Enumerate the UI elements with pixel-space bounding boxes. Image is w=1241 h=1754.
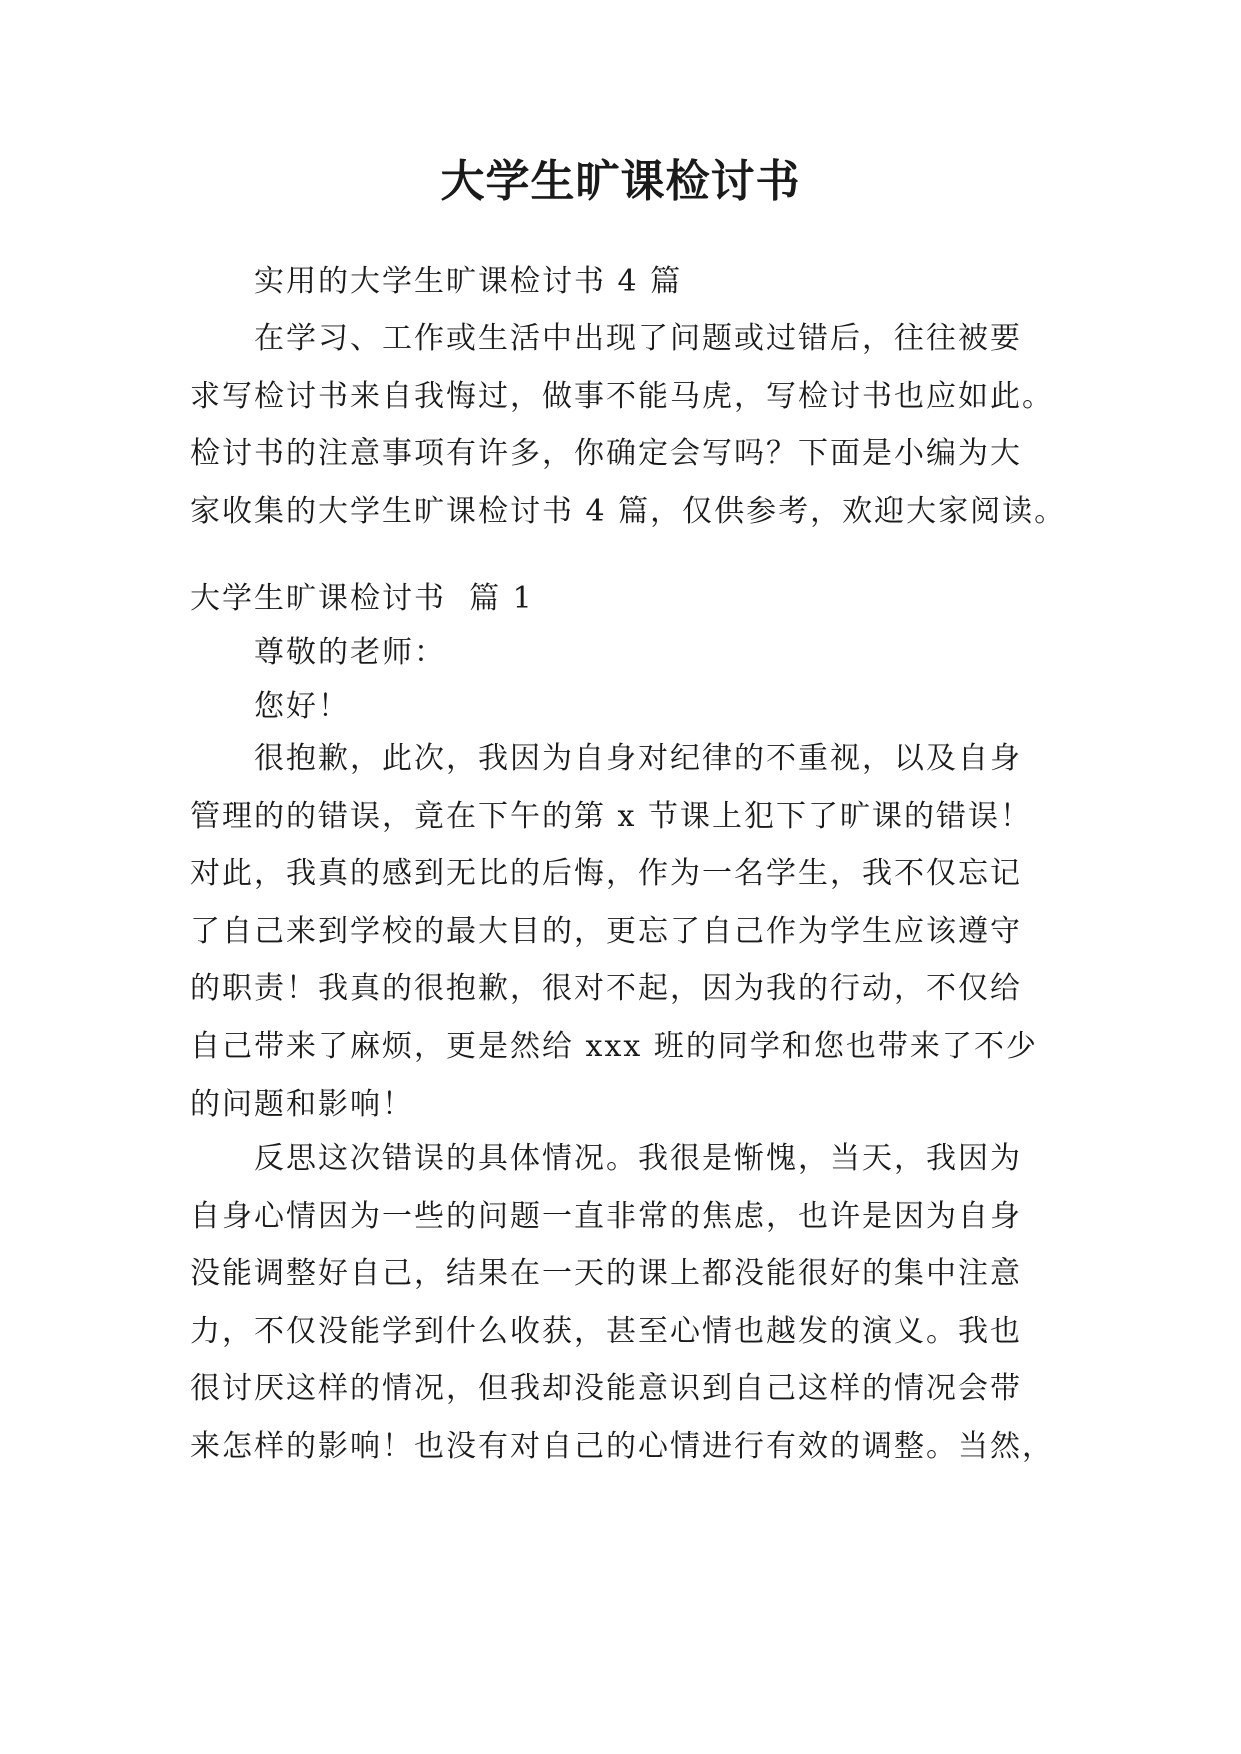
document-title: 大学生旷课检讨书 xyxy=(440,156,801,207)
body-paragraph-2 xyxy=(190,1130,1052,1476)
salutation-block xyxy=(190,624,1052,682)
paragraph-line: 自己带来了麻烦，更是然给 xxx 班的同学和您也带来了不少 xyxy=(190,1028,1038,1064)
paragraph-line: 没能调整好自己，结果在一天的课上都没能很好的集中注意 xyxy=(190,1256,1022,1292)
paragraph-line: 管理的的错误，竟在下午的第 x 节课上犯下了旷课的错误！ xyxy=(190,798,1032,834)
paragraph-line: 对此，我真的感到无比的后悔，作为一名学生，我不仅忘记 xyxy=(190,856,1022,892)
document-subtitle: 实用的大学生旷课检讨书 4 篇 xyxy=(254,264,683,299)
intro-line: 求写检讨书来自我悔过，做事不能马虎，写检讨书也应如此。 xyxy=(190,378,1054,414)
greeting: 您好！ xyxy=(254,689,350,724)
intro-line: 在学习、工作或生活中出现了问题或过错后，往往被要 xyxy=(254,321,1022,356)
paragraph-line: 力，不仅没能学到什么收获，甚至心情也越发的演义。我也 xyxy=(190,1313,1022,1349)
paragraph-line: 反思这次错误的具体情况。我很是惭愧，当天，我因为 xyxy=(254,1141,1022,1176)
intro-line: 检讨书的注意事项有许多，你确定会写吗？下面是小编为大 xyxy=(190,436,1022,472)
paragraph-line: 自身心情因为一些的问题一直非常的焦虑，也许是因为自身 xyxy=(190,1198,1022,1234)
paragraph-line: 来怎样的影响！也没有对自己的心情进行有效的调整。当然， xyxy=(190,1428,1054,1464)
intro-paragraph xyxy=(190,310,1067,540)
intro-line: 家收集的大学生旷课检讨书 4 篇，仅供参考，欢迎大家阅读。 xyxy=(190,493,1067,529)
section-heading-block xyxy=(190,570,1052,628)
body-paragraph-1 xyxy=(190,730,1052,1133)
greeting-block xyxy=(190,678,1052,736)
paragraph-line: 的职责！我真的很抱歉，很对不起，因为我的行动，不仅给 xyxy=(190,971,1022,1007)
paragraph-line: 很抱歉，此次，我因为自身对纪律的不重视，以及自身 xyxy=(254,741,1022,776)
salutation: 尊敬的老师： xyxy=(254,635,446,670)
document-subtitle-block xyxy=(190,253,1052,311)
paragraph-line: 很讨厌这样的情况，但我却没能意识到自己这样的情况会带 xyxy=(190,1371,1022,1407)
section-heading: 大学生旷课检讨书 篇 1 xyxy=(190,581,534,616)
paragraph-line: 了自己来到学校的最大目的，更忘了自己作为学生应该遵守 xyxy=(190,913,1022,949)
paragraph-line: 的问题和影响！ xyxy=(190,1086,414,1122)
